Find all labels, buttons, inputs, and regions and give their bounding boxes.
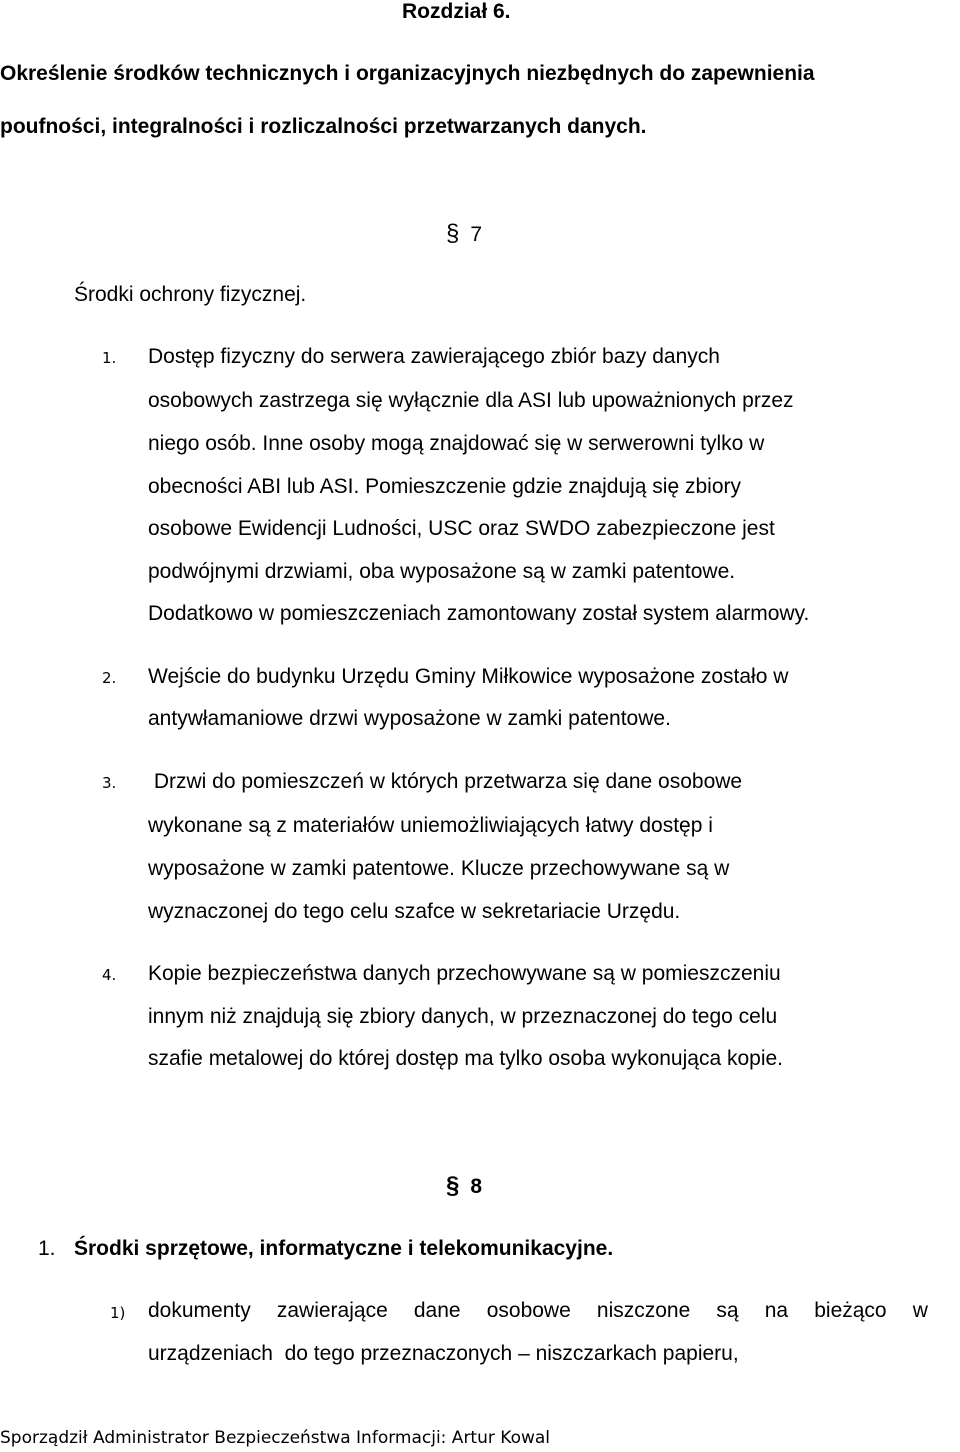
item-1-line: podwójnymi drzwiami, oba wyposażone są w zamki patentowe.: [148, 560, 736, 583]
word: osobowe: [486, 1299, 571, 1322]
footer-author: Sporządził Administrator Bezpieczeństwa Informacji: Artur Kowal: [0, 1428, 551, 1448]
word: bieżąco: [814, 1299, 887, 1322]
word: w: [912, 1299, 928, 1322]
item-1-line: obecności ABI lub ASI. Pomieszczenie gdzie znajdują się zbiory: [148, 475, 741, 498]
item-3-line: wyposażone w zamki patentowe. Klucze przechowywane są w: [148, 857, 730, 880]
word: zawierające: [276, 1299, 388, 1322]
word: dokumenty: [148, 1299, 251, 1322]
word: na: [764, 1299, 789, 1322]
item-4-line: Kopie bezpieczeństwa danych przechowywane są w pomieszczeniu: [148, 962, 781, 985]
item-number: 2.: [102, 669, 117, 687]
item-1-line: niego osób. Inne osoby mogą znajdować się w serwerowni tylko w: [148, 432, 765, 455]
item-3-line: wykonane są z materiałów uniemożliwiających łatwy dostęp i: [148, 814, 713, 837]
item-2-line: antywłamaniowe drzwi wyposażone w zamki patentowe.: [148, 707, 671, 730]
item-1-line: Dostęp fizyczny do serwera zawierającego zbiór bazy danych: [148, 345, 720, 368]
section-number: 7: [470, 223, 483, 246]
section-8-heading-number: 1.: [38, 1237, 56, 1260]
section-symbol: §: [446, 1172, 460, 1199]
section-8-marker: [446, 1172, 482, 1200]
section-8-item-1-line-1: [148, 1299, 928, 1323]
item-4-line: innym niż znajdują się zbiory danych, w przeznaczonej do tego celu: [148, 1005, 778, 1028]
item-3-line: wyznaczonej do tego celu szafce w sekretariacie Urzędu.: [148, 900, 681, 923]
section-7-marker: [446, 220, 482, 248]
item-4-line: szafie metalowej do której dostęp ma tylko osoba wykonująca kopie.: [148, 1047, 784, 1070]
section-number: 8: [470, 1175, 483, 1198]
item-2-line: Wejście do budynku Urzędu Gminy Miłkowice wyposażone zostało w: [148, 665, 789, 688]
item-number: 3.: [102, 774, 117, 792]
chapter-title-line-2: poufności, integralności i rozliczalności przetwarzanych danych.: [0, 115, 647, 138]
item-3-line: Drzwi do pomieszczeń w których przetwarza się dane osobowe: [148, 770, 743, 793]
item-1-line: osobowych zastrzega się wyłącznie dla ASI lub upoważnionych przez: [148, 389, 794, 412]
chapter-title-line-1: Określenie środków technicznych i organizacyjnych niezbędnych do zapewnienia: [0, 62, 815, 85]
word: niszczone: [596, 1299, 691, 1322]
chapter-heading: Rozdział 6.: [402, 0, 511, 23]
section-7-heading: Środki ochrony fizycznej.: [74, 283, 307, 306]
item-number: 4.: [102, 966, 117, 984]
item-1-line: osobowe Ewidencji Ludności, USC oraz SWDO zabezpieczone jest: [148, 517, 775, 540]
section-symbol: §: [446, 220, 460, 247]
item-number: 1.: [102, 349, 117, 367]
word: dane: [413, 1299, 461, 1322]
item-1-line: Dodatkowo w pomieszczeniach zamontowany został system alarmowy.: [148, 602, 810, 625]
section-8-heading: Środki sprzętowe, informatyczne i telekomunikacyjne.: [74, 1237, 614, 1260]
word: są: [716, 1299, 739, 1322]
item-number: 1): [110, 1304, 126, 1322]
section-8-item-1-line-2: urządzeniach do tego przeznaczonych – niszczarkach papieru,: [148, 1342, 739, 1365]
